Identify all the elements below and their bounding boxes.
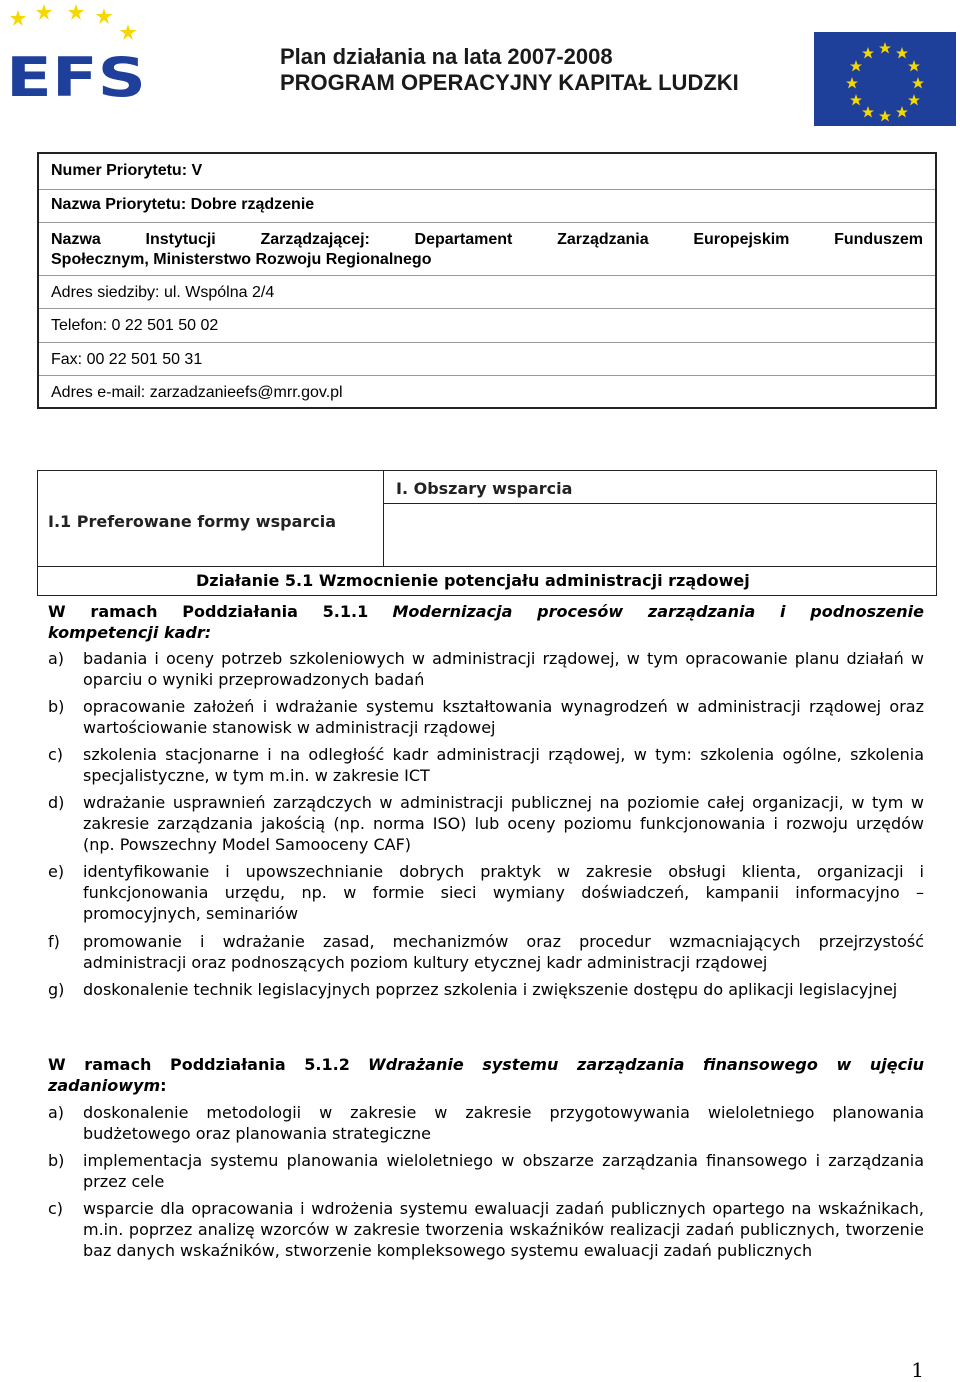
list-item-text: implementacja systemu planowania wieloletniego w obszarze zarządzania finansowego i zarządzania przez cele <box>83 1151 924 1191</box>
action-title-text: Działanie 5.1 Wzmocnienie potencjału administracji rządowej <box>196 571 750 590</box>
priority-name-row <box>39 190 935 223</box>
address: Adres siedziby: ul. Wspólna 2/4 <box>51 284 275 301</box>
sub-action-512-colon: : <box>160 1076 167 1095</box>
sub-action-511-prefix: W ramach Poddziałania 5.1.1 <box>48 602 369 621</box>
logo-text: EFS <box>6 46 146 102</box>
list-item-label: b) <box>48 1151 65 1170</box>
page-header <box>280 44 780 96</box>
sub-action-511-heading <box>48 601 924 643</box>
priority-info-box <box>37 152 937 409</box>
institution-line2: Społecznym, Ministerstwo Rozwoju Regionalnego <box>51 251 432 268</box>
priority-number: Numer Priorytetu: V <box>51 162 203 179</box>
phone: Telefon: 0 22 501 50 02 <box>51 317 219 334</box>
institution-line1: Nazwa Instytucji Zarządzającej: Departament Zarządzania Europejskim Funduszem <box>51 231 923 248</box>
list-item-text: wsparcie dla opracowania i wdrożenia systemu ewaluacji zadań publicznych opartego na wskaźnikach, m.in. poprzez analizę wzorców w zakresie tworzenia wskaźników realizacji zadań publicznych, tworzenie baz danych wskaźników, stworzenie kompleksowego systemu ewaluacji zadań publicznych <box>83 1199 924 1260</box>
list-item-label: e) <box>48 862 65 881</box>
sub-action-511-title: Modernizacja procesów zarządzania i podnoszenie <box>392 602 924 621</box>
areas-right-cell <box>383 471 936 566</box>
list-item-label: d) <box>48 793 65 812</box>
list-item-text: promowanie i wdrażanie zasad, mechanizmów oraz procedur wzmacniających przejrzystość administracji oraz podnoszących poziom kultury etycznej kadr administracji rządowej <box>83 932 924 972</box>
list-item-label: g) <box>48 980 65 999</box>
list-item-label: c) <box>48 1199 64 1218</box>
sub-action-512-prefix: W ramach Poddziałania 5.1.2 <box>48 1055 350 1074</box>
page-number: 1 <box>911 1358 924 1382</box>
divider <box>38 566 936 567</box>
sub-action-512-title: Wdrażanie systemu zarządzania finansowego w ujęciu <box>368 1055 924 1074</box>
list-item-label: a) <box>48 649 65 668</box>
preferred-forms-heading: I.1 Preferowane formy wsparcia <box>48 512 337 531</box>
divider <box>383 503 936 504</box>
sub-action-512-heading <box>48 1054 924 1096</box>
list-item-text: badania i oceny potrzeb szkoleniowych w administracji rządowej, w tym opracowanie planu działań w oparciu o wyniki przeprowadzonych badań <box>83 649 924 689</box>
address-row <box>39 276 935 309</box>
logo-stars <box>10 4 136 40</box>
institution-row <box>39 223 935 276</box>
list-item-label: c) <box>48 745 64 764</box>
list-item-text: szkolenia stacjonarne i na odległość kadr administracji rządowej, w tym: szkolenia ogólne, szkolenia specjalistyczne, w tym m.in. w zakresie ICT <box>83 745 924 785</box>
email-row <box>39 376 935 409</box>
list-item-text: doskonalenie metodologii w zakresie w zakresie przygotowywania wieloletniego planowania budżetowego oraz planowania strategiczne <box>83 1103 924 1143</box>
eu-flag <box>814 32 956 126</box>
eu-stars-icon <box>814 32 956 126</box>
email: Adres e-mail: zarzadzanieefs@mrr.gov.pl <box>51 384 343 401</box>
list-item-text: wdrażanie usprawnień zarządczych w administracji publicznej na poziomie całej organizacji, w tym w zakresie zarządzania jakością (np. norma ISO) lub oceny poziomu funkcjonowania i rozwoju urzędów (np. Powszechny Model Samooceny CAF) <box>83 793 924 854</box>
fax: Fax: 00 22 501 50 31 <box>51 351 203 368</box>
action-title <box>196 571 750 590</box>
list-item-text: doskonalenie technik legislacyjnych poprzez szkolenia i zwiększenie dostępu do aplikacji legislacyjnej <box>83 980 898 999</box>
support-areas-heading: I. Obszary wsparcia <box>396 479 573 498</box>
fax-row <box>39 343 935 376</box>
list-item-label: f) <box>48 932 60 951</box>
phone-row <box>39 309 935 343</box>
list-item-text: opracowanie założeń i wdrażanie systemu kształtowania wynagrodzeń w administracji rządowej oraz wartościowanie stanowisk w administracji rządowej <box>83 697 924 737</box>
sub-action-512-title-cont: zadaniowym <box>48 1076 161 1095</box>
sub-action-511-title-cont: kompetencji kadr: <box>48 623 212 642</box>
support-areas-box <box>37 470 937 596</box>
list-item-label: b) <box>48 697 65 716</box>
plan-title: Plan działania na lata 2007-2008 <box>280 44 613 69</box>
program-title: PROGRAM OPERACYJNY KAPITAŁ LUDZKI <box>280 70 739 95</box>
list-item-text: identyfikowanie i upowszechnianie dobrych praktyk w zakresie obsługi klienta, organizacji i funkcjonowania urzędu, np. w formie sieci wymiany doświadczeń, kampanii informacyjno – promocyjnych, seminariów <box>83 862 924 923</box>
list-item-label: a) <box>48 1103 65 1122</box>
priority-name: Nazwa Priorytetu: Dobre rządzenie <box>51 196 315 213</box>
efs-logo <box>4 2 148 102</box>
priority-number-row <box>39 154 935 190</box>
